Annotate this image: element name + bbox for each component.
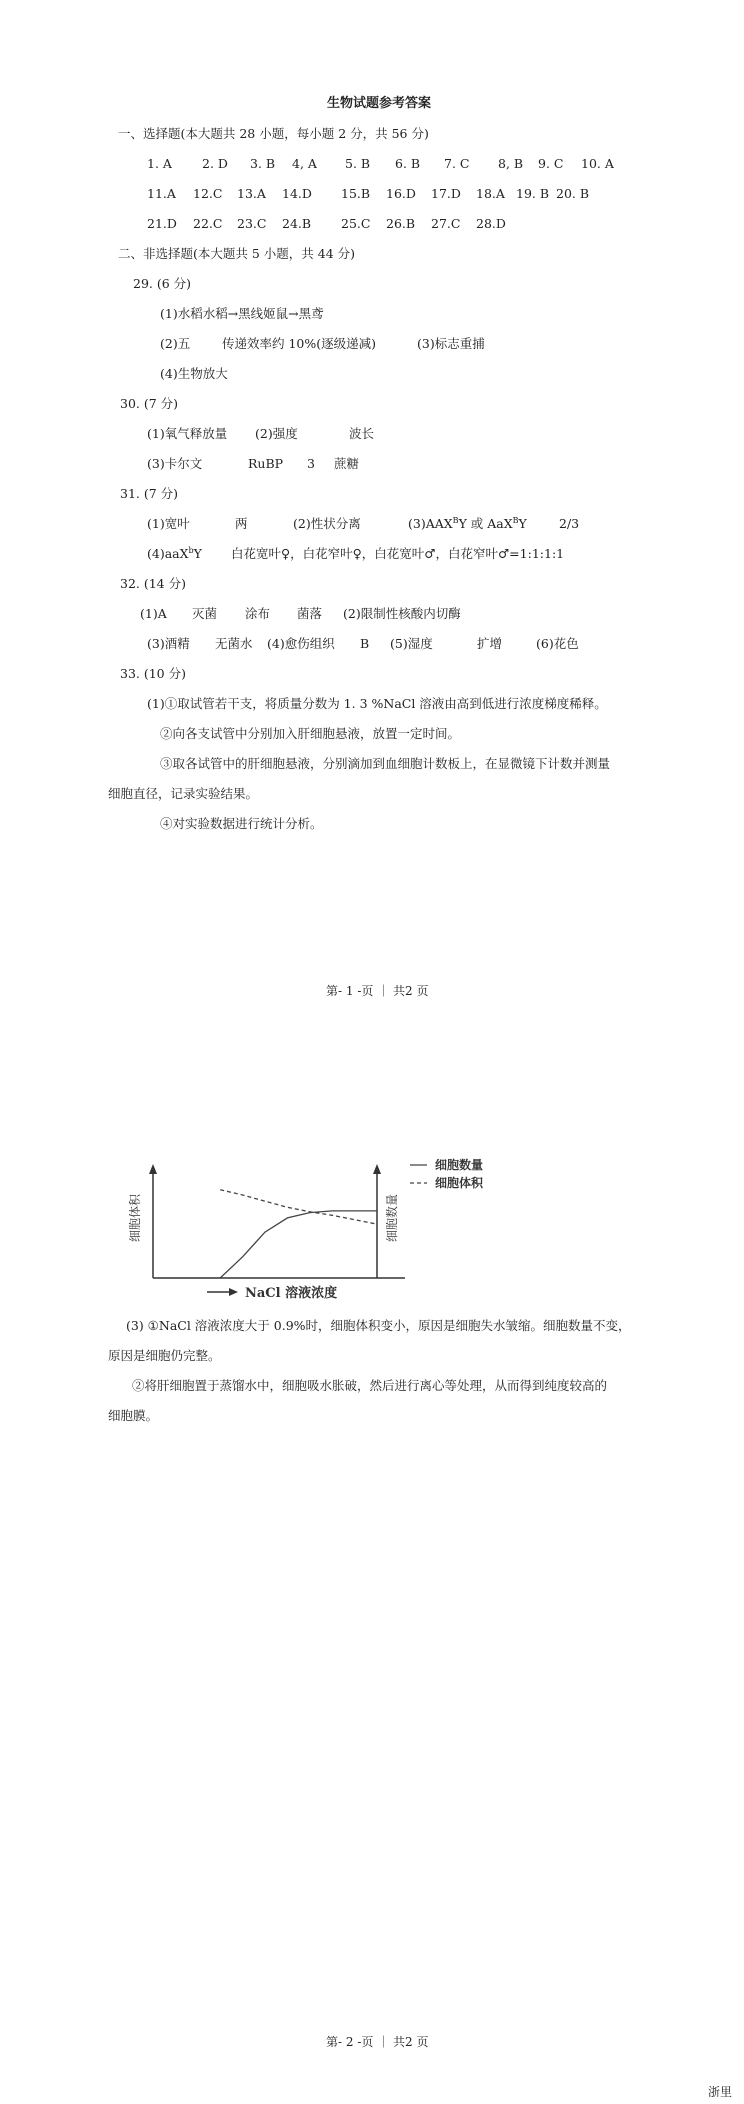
q31-answer-4b: 白花宽叶♀，白花窄叶♀，白花宽叶♂，白花窄叶♂=1:1:1:1 — [231, 546, 565, 561]
q31-answer-3b: 2/3 — [559, 516, 580, 531]
answer-item: 23.C — [237, 216, 267, 231]
q29-answer-2a: (2)五 — [160, 336, 191, 351]
genotype-text: Y — [518, 516, 527, 531]
answer-item: 1. A — [147, 156, 172, 171]
x-axis-label: NaCl 溶液浓度 — [245, 1286, 338, 1300]
q32-answer: 灭菌 — [192, 606, 218, 621]
q29-answer-3: (3)标志重捕 — [417, 336, 485, 351]
q30-answer-3a: (3)卡尔文 — [147, 456, 203, 471]
superscript: b — [188, 545, 194, 555]
answer-item: 16.D — [386, 186, 416, 201]
q33-part3-line-a: (3) ①NaCl 溶液浓度大于 0.9%时，细胞体积变小，原因是细胞失水皱缩。细胞数量不变， — [126, 1318, 631, 1333]
q32-answer: 无菌水 — [215, 636, 253, 651]
q32-answer: 涂布 — [245, 606, 271, 621]
q32-answer: 菌落 — [297, 606, 323, 621]
genotype-text: Y — [193, 546, 202, 561]
q32-answer: (3)酒精 — [147, 636, 190, 651]
superscript: B — [512, 515, 519, 525]
q32-answer: B — [360, 636, 370, 651]
q31-answer-4a — [147, 546, 202, 562]
q32-answer: 扩增 — [477, 636, 503, 651]
answer-item: 5. B — [345, 156, 371, 171]
q31-heading: 31. (7 分) — [120, 486, 179, 501]
answer-item: 19. B — [516, 186, 550, 201]
cell-chart — [105, 1150, 525, 1300]
page-title: 生物试题参考答案 — [327, 96, 432, 111]
q30-answer-3d: 蔗糖 — [334, 456, 360, 471]
section-2-heading: 二、非选择题(本大题共 5 小题，共 44 分) — [118, 246, 356, 261]
answer-item: 14.D — [282, 186, 312, 201]
q32-answer: (6)花色 — [536, 636, 579, 651]
q33-step-3a: ③取各试管中的肝细胞悬液，分别滴加到血细胞计数板上，在显微镜下计数并测量 — [160, 756, 611, 771]
answer-item: 15.B — [341, 186, 371, 201]
answer-item: 18.A — [476, 186, 505, 201]
q29-answer-2b: 传递效率约 10%(逐级递减) — [222, 336, 377, 351]
q31-answer-1b: 两 — [235, 516, 248, 531]
q33-step-1: (1)①取试管若干支，将质量分数为 1. 3 %NaCl 溶液由高到低进行浓度梯度稀释。 — [147, 696, 607, 711]
q32-answer: (1)A — [140, 606, 167, 621]
answer-item: 3. B — [250, 156, 276, 171]
answer-item: 21.D — [147, 216, 177, 231]
answer-item: 26.B — [386, 216, 416, 231]
q31-answer-1: (1)宽叶 — [147, 516, 190, 531]
answer-item: 28.D — [476, 216, 506, 231]
answer-item: 22.C — [193, 216, 223, 231]
q29-heading: 29. (6 分) — [133, 276, 192, 291]
q31-answer-2: (2)性状分离 — [293, 516, 361, 531]
answer-item: 24.B — [282, 216, 312, 231]
q32-answer: (4)愈伤组织 — [267, 636, 335, 651]
section-1-heading: 一、选择题(本大题共 28 小题，每小题 2 分，共 56 分) — [118, 126, 429, 141]
answer-item: 7. C — [444, 156, 470, 171]
answer-item: 17.D — [431, 186, 461, 201]
answer-item: 2. D — [202, 156, 228, 171]
series-line-cell-volume — [220, 1190, 377, 1224]
legend-label-cell-count: 细胞数量 — [435, 1158, 484, 1172]
q31-answer-3 — [408, 516, 527, 532]
answer-item: 10. A — [581, 156, 614, 171]
legend-label-cell-volume: 细胞体积 — [435, 1176, 484, 1190]
q30-answer-1: (1)氧气释放量 — [147, 426, 228, 441]
page-1-footer: 第- 1 -页 ｜ 共2 页 — [326, 984, 429, 998]
answer-item: 27.C — [431, 216, 461, 231]
answer-item: 11.A — [147, 186, 176, 201]
answer-item: 9. C — [538, 156, 564, 171]
q30-answer-3b: RuBP — [248, 456, 284, 471]
q30-answer-2b: 波长 — [349, 426, 375, 441]
answer-item: 13.A — [237, 186, 266, 201]
q33-part3-line-b: 原因是细胞仍完整。 — [108, 1348, 221, 1363]
answer-item: 12.C — [193, 186, 223, 201]
q29-answer-1: (1)水稻水稻→黑线姬鼠→黑鸢 — [160, 306, 324, 321]
page-2-footer: 第- 2 -页 ｜ 共2 页 — [326, 2035, 429, 2049]
answer-item: 25.C — [341, 216, 371, 231]
genotype-text: (4)aaX — [147, 546, 189, 561]
q29-answer-4: (4)生物放大 — [160, 366, 228, 381]
genotype-text: (3)AAX — [408, 516, 453, 531]
q32-heading: 32. (14 分) — [120, 576, 186, 591]
series-line-cell-count — [153, 1211, 377, 1278]
answer-item: 4, A — [292, 156, 317, 171]
corner-text: 浙里 — [708, 2085, 733, 2099]
y-axis-right-label: 细胞数量 — [385, 1193, 399, 1242]
q30-answer-2: (2)强度 — [255, 426, 298, 441]
y-axis-left-label: 细胞体积 — [128, 1193, 142, 1242]
superscript: B — [452, 515, 459, 525]
y-axis-right-arrow — [373, 1164, 381, 1174]
y-axis-left-arrow — [149, 1164, 157, 1174]
q33-step-3b: 细胞直径，记录实验结果。 — [108, 786, 259, 801]
q33-part3-line-c: ②将肝细胞置于蒸馏水中，细胞吸水胀破，然后进行离心等处理，从而得到纯度较高的 — [132, 1378, 608, 1393]
q32-answer: (5)湿度 — [390, 636, 433, 651]
genotype-text: Y 或 AaX — [458, 516, 513, 531]
q30-answer-3c: 3 — [307, 456, 315, 471]
q30-heading: 30. (7 分) — [120, 396, 179, 411]
q33-heading: 33. (10 分) — [120, 666, 186, 681]
q33-step-2: ②向各支试管中分别加入肝细胞悬液，放置一定时间。 — [160, 726, 461, 741]
answer-item: 20. B — [556, 186, 590, 201]
q33-step-4: ④对实验数据进行统计分析。 — [160, 816, 323, 831]
x-label-arrowhead — [229, 1288, 238, 1296]
answer-item: 8, B — [498, 156, 524, 171]
q32-answer: (2)限制性核酸内切酶 — [343, 606, 461, 621]
answer-item: 6. B — [395, 156, 421, 171]
q33-part3-line-d: 细胞膜。 — [108, 1408, 159, 1423]
